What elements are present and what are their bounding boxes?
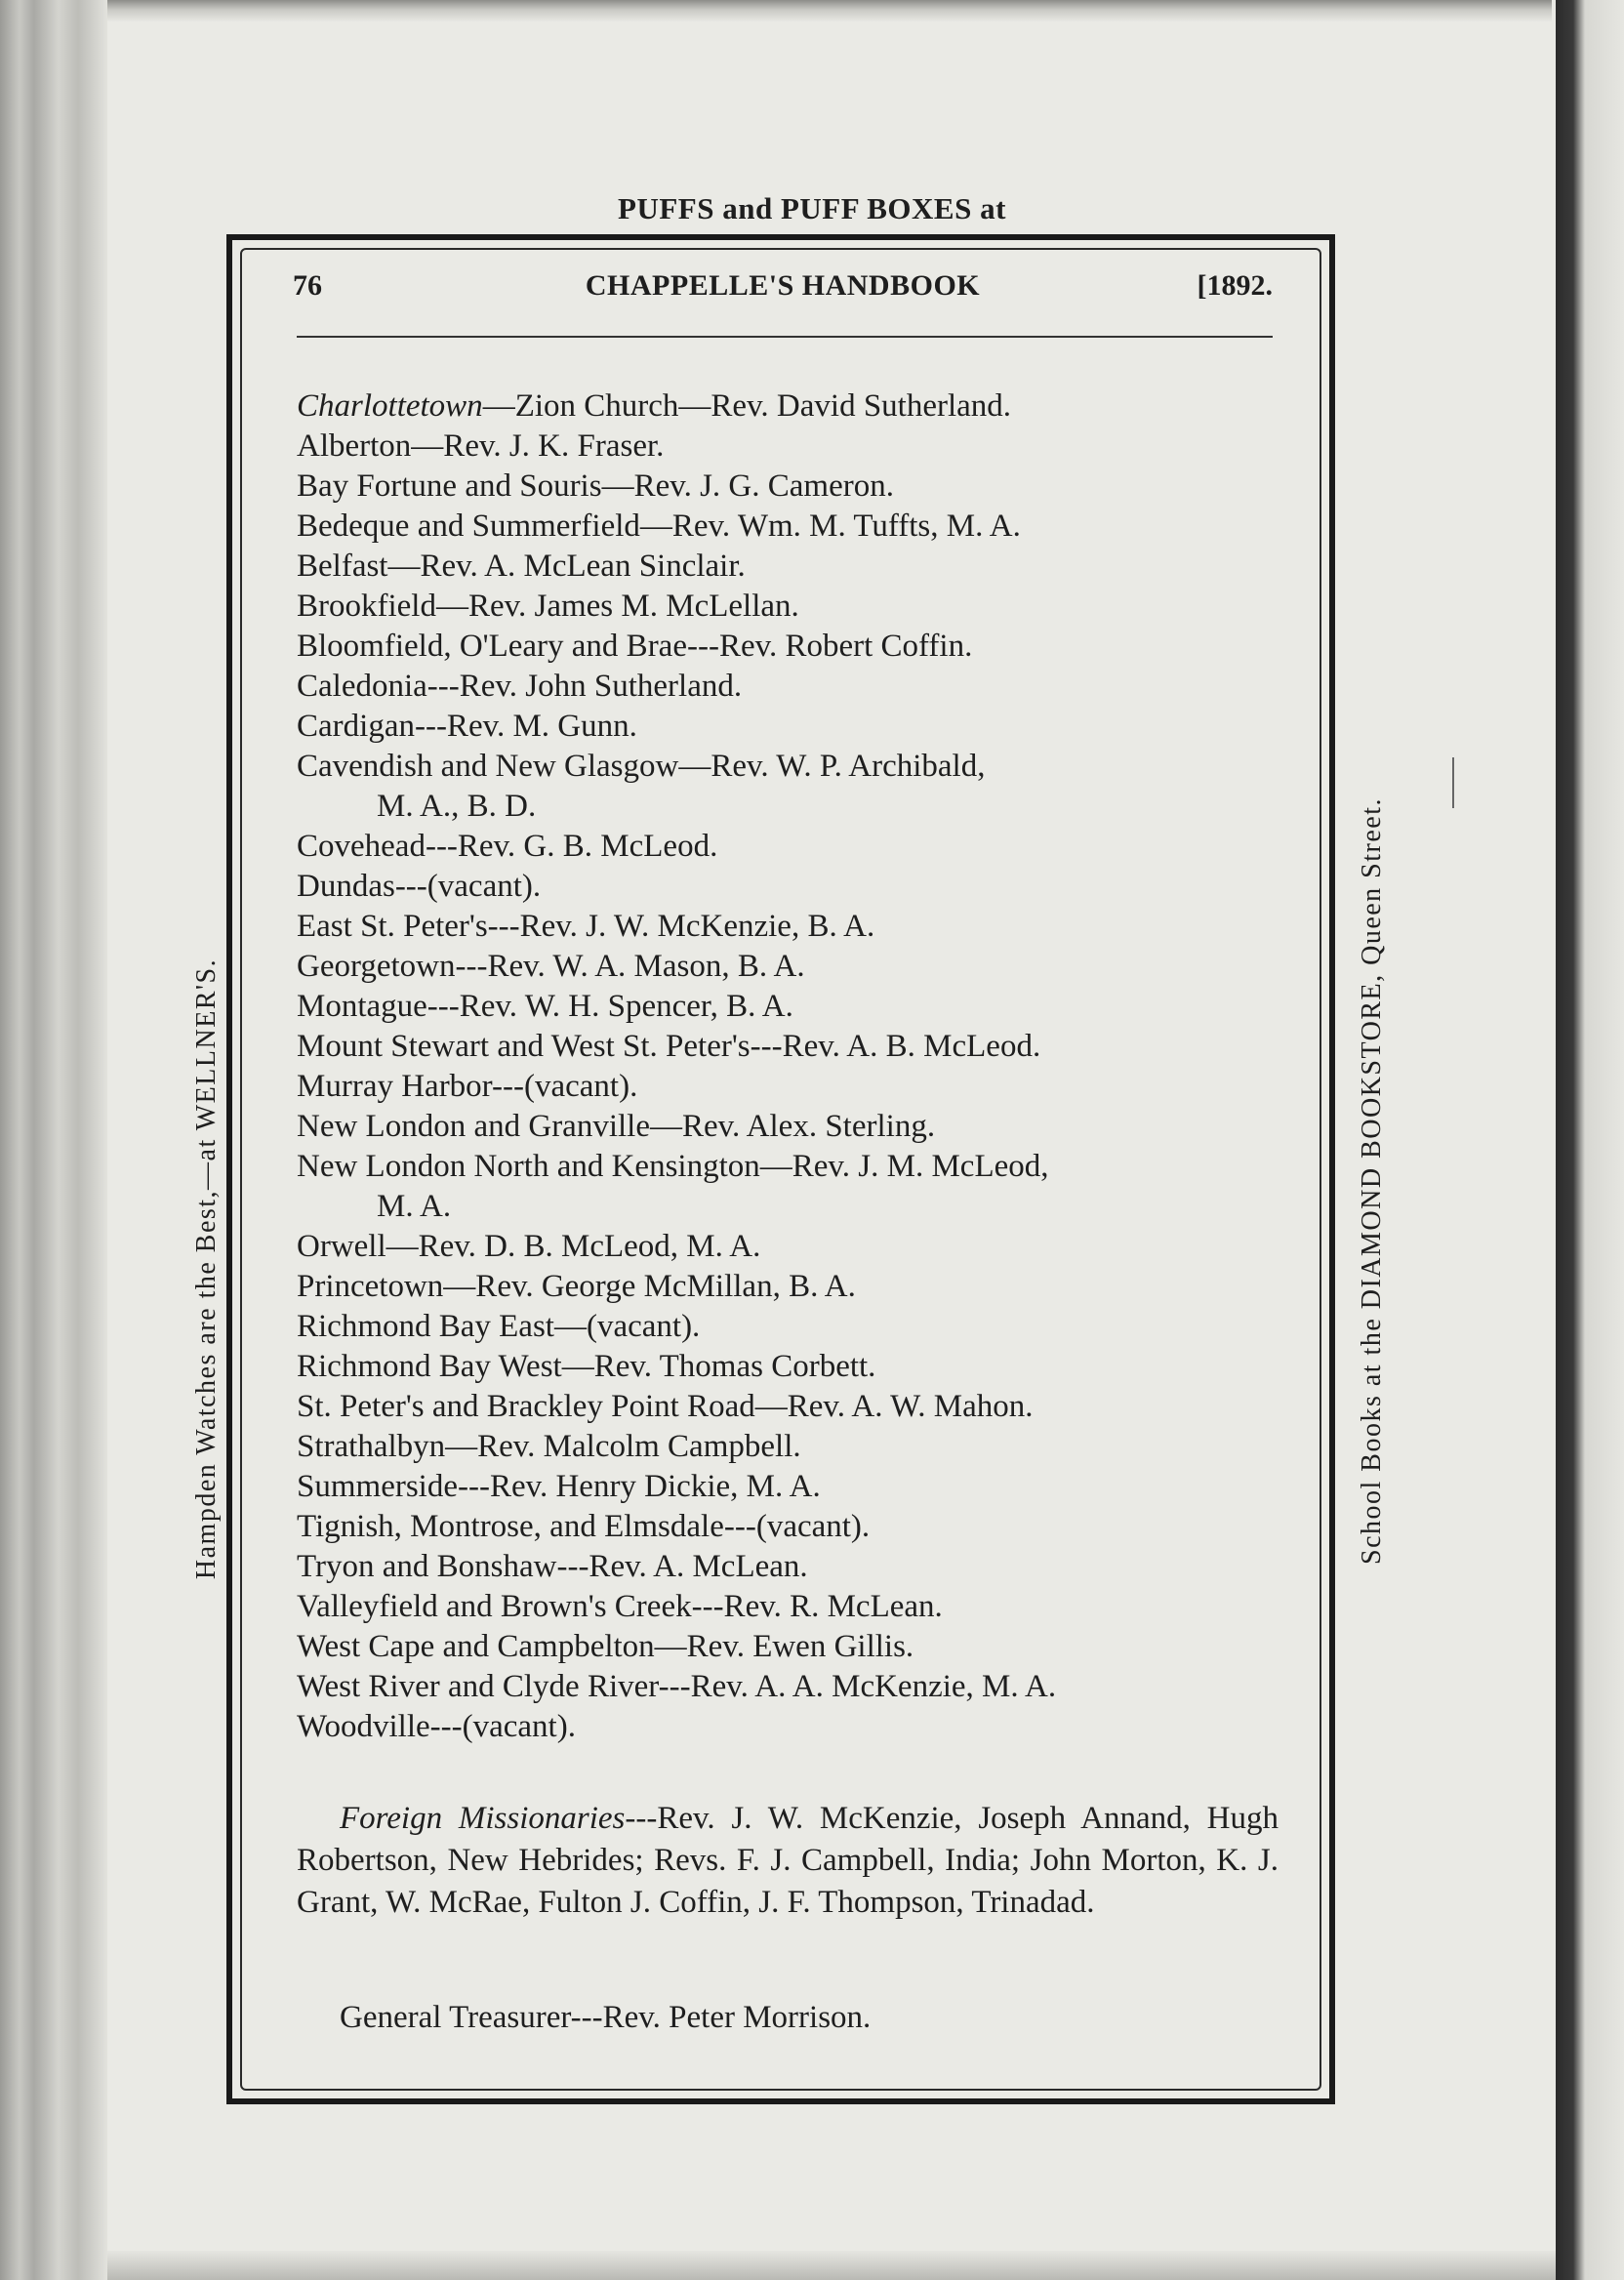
entry-text: Montague---Rev. W. H. Spencer, B. A. bbox=[297, 989, 793, 1024]
entry-text: Mount Stewart and West St. Peter's---Rev. A. B. McLeod. bbox=[297, 1029, 1041, 1064]
entry-text: Tignish, Montrose, and Elmsdale---(vacant). bbox=[297, 1509, 871, 1544]
list-item bbox=[297, 1107, 1282, 1147]
margin-mark bbox=[1452, 757, 1454, 808]
entry-text: Belfast—Rev. A. McLean Sinclair. bbox=[297, 549, 746, 584]
list-item bbox=[297, 1267, 1282, 1307]
list-item bbox=[297, 507, 1282, 547]
left-side-advertisement: Hampden Watches are the Best,—at WELLNER'S. bbox=[191, 957, 222, 1580]
list-item bbox=[297, 1427, 1282, 1467]
entry-text: Tryon and Bonshaw---Rev. A. McLean. bbox=[297, 1549, 808, 1584]
list-item bbox=[297, 867, 1282, 907]
list-item bbox=[297, 1067, 1282, 1107]
list-item bbox=[297, 987, 1282, 1027]
list-item bbox=[297, 747, 1282, 787]
adjacent-page-strip bbox=[1556, 0, 1624, 2280]
list-item bbox=[297, 1227, 1282, 1267]
entry-continuation: M. A., B. D. bbox=[377, 789, 537, 824]
page-bottom-shadow bbox=[107, 2251, 1556, 2280]
list-item bbox=[297, 467, 1282, 507]
entry-text: Cardigan---Rev. M. Gunn. bbox=[297, 709, 637, 744]
list-item bbox=[297, 1547, 1282, 1587]
list-item bbox=[297, 1387, 1282, 1427]
entry-text: New London and Granville—Rev. Alex. Sterling. bbox=[297, 1109, 936, 1144]
page-edge-top bbox=[107, 0, 1552, 21]
entry-text: West Cape and Campbelton—Rev. Ewen Gillis. bbox=[297, 1629, 914, 1664]
list-item bbox=[297, 627, 1282, 667]
entry-text: Georgetown---Rev. W. A. Mason, B. A. bbox=[297, 949, 805, 984]
list-item bbox=[297, 547, 1282, 587]
entry-text: Murray Harbor---(vacant). bbox=[297, 1069, 638, 1104]
page-edge-left bbox=[0, 0, 107, 2280]
entry-text: Summerside---Rev. Henry Dickie, M. A. bbox=[297, 1469, 821, 1504]
list-item bbox=[297, 387, 1282, 427]
list-item bbox=[297, 1307, 1282, 1347]
list-item bbox=[297, 707, 1282, 747]
list-item bbox=[297, 1027, 1282, 1067]
list-item bbox=[297, 907, 1282, 947]
general-treasurer: General Treasurer---Rev. Peter Morrison. bbox=[340, 2000, 872, 2035]
entry-continuation: M. A. bbox=[377, 1189, 452, 1224]
entry-text: New London North and Kensington—Rev. J. M. McLeod, bbox=[297, 1149, 1049, 1184]
list-item bbox=[297, 1507, 1282, 1547]
entry-text: Strathalbyn—Rev. Malcolm Campbell. bbox=[297, 1429, 801, 1464]
entry-text: Covehead---Rev. G. B. McLeod. bbox=[297, 829, 718, 864]
entry-text: Brookfield—Rev. James M. McLellan. bbox=[297, 589, 799, 624]
entry-text: Richmond Bay East—(vacant). bbox=[297, 1309, 701, 1344]
entry-text: St. Peter's and Brackley Point Road—Rev. A. W. Mahon. bbox=[297, 1389, 1034, 1424]
book-title: CHAPPELLE'S HANDBOOK bbox=[585, 269, 981, 302]
entry-text: East St. Peter's---Rev. J. W. McKenzie, B. A. bbox=[297, 909, 875, 944]
page-number: 76 bbox=[293, 269, 322, 302]
entry-text: Caledonia---Rev. John Sutherland. bbox=[297, 669, 743, 704]
entry-text: Richmond Bay West—Rev. Thomas Corbett. bbox=[297, 1349, 876, 1384]
list-item bbox=[297, 427, 1282, 467]
list-item bbox=[297, 947, 1282, 987]
header-rule bbox=[297, 336, 1273, 338]
entry-text: Dundas---(vacant). bbox=[297, 869, 542, 904]
entry-text: Woodville---(vacant). bbox=[297, 1709, 576, 1744]
entry-text: Cavendish and New Glasgow—Rev. W. P. Archibald, bbox=[297, 749, 986, 784]
list-item bbox=[297, 1467, 1282, 1507]
entry-text: Bay Fortune and Souris—Rev. J. G. Cameron. bbox=[297, 468, 894, 504]
running-head bbox=[293, 269, 1273, 312]
entry-text: —Zion Church—Rev. David Sutherland. bbox=[482, 388, 1012, 424]
entry-text: Alberton—Rev. J. K. Fraser. bbox=[297, 428, 665, 464]
foreign-missionaries-paragraph bbox=[297, 1798, 1279, 1924]
entry-text: Princetown—Rev. George McMillan, B. A. bbox=[297, 1269, 856, 1304]
list-item-continuation bbox=[297, 1187, 1282, 1227]
entry-text: Valleyfield and Brown's Creek---Rev. R. McLean. bbox=[297, 1589, 943, 1624]
list-item bbox=[297, 587, 1282, 627]
foreign-missionaries-label: Foreign Missionaries bbox=[340, 1801, 626, 1836]
year: [1892. bbox=[1197, 269, 1273, 302]
entry-text: Bloomfield, O'Leary and Brae---Rev. Robert Coffin. bbox=[297, 629, 973, 664]
entry-place: Charlottetown bbox=[297, 388, 483, 424]
foreign-missionaries-text: ---Rev. J. W. McKenzie, Joseph Annand, Hugh Robertson, New Hebrides; Revs. F. J. Campbell, India; John Morton, K. J. Grant, W. McRae, Fulton J. Coffin, J. F. Thompson, Trinadad. bbox=[297, 1801, 1279, 1920]
list-item bbox=[297, 1147, 1282, 1187]
congregation-list bbox=[297, 387, 1282, 1747]
entry-text: Orwell—Rev. D. B. McLeod, M. A. bbox=[297, 1229, 761, 1264]
list-item bbox=[297, 1707, 1282, 1747]
list-item bbox=[297, 667, 1282, 707]
list-item bbox=[297, 1627, 1282, 1667]
list-item bbox=[297, 1587, 1282, 1627]
list-item bbox=[297, 1347, 1282, 1387]
list-item bbox=[297, 827, 1282, 867]
top-advertisement: PUFFS and PUFF BOXES at bbox=[618, 191, 1006, 225]
entry-text: West River and Clyde River---Rev. A. A. McKenzie, M. A. bbox=[297, 1669, 1057, 1704]
list-item bbox=[297, 1667, 1282, 1707]
list-item-continuation bbox=[297, 787, 1282, 827]
entry-text: Bedeque and Summerfield—Rev. Wm. M. Tuffts, M. A. bbox=[297, 509, 1021, 544]
right-side-advertisement: School Books at the DIAMOND BOOKSTORE, Queen Street. bbox=[1357, 797, 1387, 1565]
